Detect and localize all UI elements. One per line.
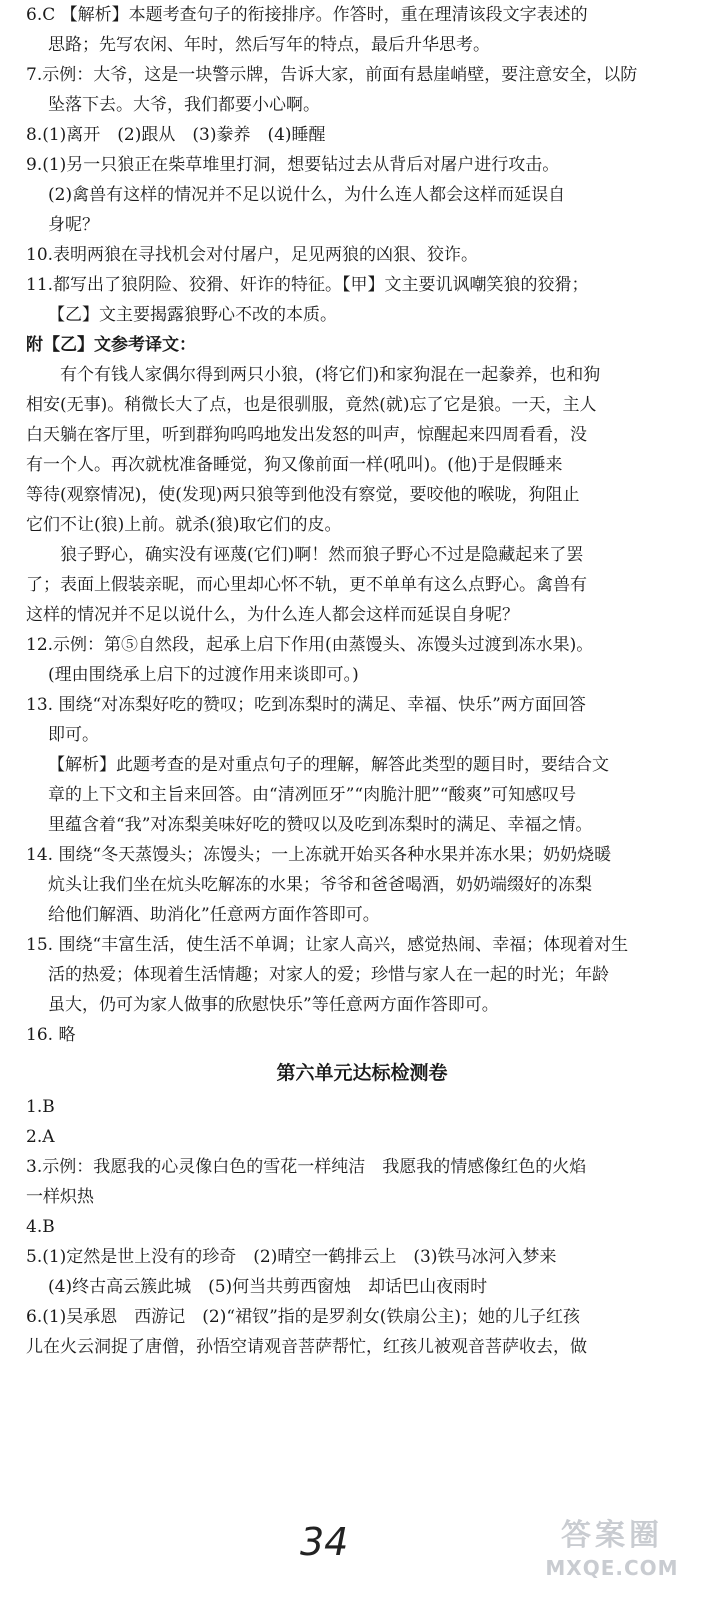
text-line: 儿在火云洞捉了唐僧，孙悟空请观音菩萨帮忙，红孩儿被观音菩萨收去，做	[26, 1337, 587, 1357]
text-line: 一样炽热	[26, 1187, 94, 1207]
text-line: 6.(1)吴承恩 西游记 (2)“裙钗”指的是罗刹女(铁扇公主)；她的儿子红孩	[26, 1307, 581, 1327]
text-line: 相安(无事)。稍微长大了点，也是很驯服，竟然(就)忘了它是狼。一天，主人	[26, 395, 597, 415]
text-line: 14. 围绕“冬天蒸馒头；冻馒头；一上冻就开始买各种水果并冻水果；奶奶烧暖	[26, 845, 612, 865]
text-line: 9.(1)另一只狼正在柴草堆里打洞，想要钻过去从背后对屠户进行攻击。	[26, 155, 560, 175]
text-line: 【解析】此题考查的是对重点句子的理解，解答此类型的题目时，要结合文	[48, 755, 609, 775]
text-line: 7.示例：大爷，这是一块警示牌，告诉大家，前面有悬崖峭壁，要注意安全，以防	[26, 65, 638, 85]
text-line: 思路；先写农闲、年时，然后写年的特点，最后升华思考。	[48, 35, 490, 55]
text-line: 2.A	[26, 1127, 55, 1147]
text-line: 身呢？	[48, 215, 99, 235]
text-line: 它们不让(狼)上前。就杀(狼)取它们的皮。	[26, 515, 342, 535]
text-line: 等待(观察情况)，使(发现)两只狼等到他没有察觉，要咬他的喉咙，狗阻止	[26, 485, 580, 505]
text-line: 【乙】文主要揭露狼野心不改的本质。	[48, 305, 337, 325]
text-line: 1.B	[26, 1097, 55, 1117]
text-line: 狼子野心，确实没有诬蔑(它们)啊！然而狼子野心不过是隐藏起来了罢	[60, 545, 584, 565]
text-line: 章的上下文和主旨来回答。由“清冽匝牙”“肉脆汁肥”“酸爽”可知感叹号	[48, 785, 577, 805]
text-line: (2)禽兽有这样的情况并不足以说什么，为什么连人都会这样而延误自	[48, 185, 566, 205]
text-line: 有个有钱人家偶尔得到两只小狼，(将它们)和家狗混在一起豢养，也和狗	[60, 365, 601, 385]
text-line: 虽大，仍可为家人做事的欣慰快乐”等任意两方面作答即可。	[48, 995, 499, 1015]
text-line: 炕头让我们坐在炕头吃解冻的水果；爷爷和爸爸喝酒，奶奶端缀好的冻梨	[48, 875, 592, 895]
watermark-logo	[529, 1516, 695, 1586]
text-line: 5.(1)定然是世上没有的珍奇 (2)晴空一鹤排云上 (3)铁马冰河入梦来	[26, 1247, 557, 1267]
text-line: 4.B	[26, 1217, 55, 1237]
text-line: 11.都写出了狼阴险、狡猾、奸诈的特征。【甲】文主要讥讽嘲笑狼的狡猾；	[26, 275, 589, 295]
text-line: 坠落下去。大爷，我们都要小心啊。	[48, 95, 320, 115]
text-line: 这样的情况并不足以说什么，为什么连人都会这样而延误自身呢？	[26, 605, 519, 625]
text-line: 里蕴含着“我”对冻梨美味好吃的赞叹以及吃到冻梨时的满足、幸福之情。	[48, 815, 593, 835]
text-line: 附【乙】文参考译文：	[26, 335, 196, 355]
text-line: 有一个人。再次就枕准备睡觉，狗又像前面一样(吼叫)。(他)于是假睡来	[26, 455, 563, 475]
text-line: (4)终古高云簇此城 (5)何当共剪西窗烛 却话巴山夜雨时	[48, 1277, 488, 1297]
text-line: (理由围绕承上启下的过渡作用来谈即可。)	[48, 665, 359, 685]
text-line: 12.示例：第⑤自然段，起承上启下作用(由蒸馒头、冻馒头过渡到冻水果)。	[26, 635, 594, 655]
text-line: 3.示例：我愿我的心灵像白色的雪花一样纯洁 我愿我的情感像红色的火焰	[26, 1157, 587, 1177]
section-heading: 第六单元达标检测卷	[276, 1062, 448, 1084]
handwritten-page-number: 34	[300, 1520, 349, 1564]
text-line: 6.C 【解析】本题考查句子的衔接排序。作答时，重在理清该段文字表述的	[26, 5, 588, 25]
text-line: 16. 略	[26, 1025, 76, 1045]
text-line: 15. 围绕“丰富生活，使生活不单调；让家人高兴，感觉热闹、幸福；体现着对生	[26, 935, 629, 955]
text-line: 白天躺在客厅里，听到群狗呜呜地发出发怒的叫声，惊醒起来四周看看，没	[26, 425, 587, 445]
text-line: 即可。	[48, 725, 99, 745]
text-line: 8.(1)离开 (2)跟从 (3)豢养 (4)睡醒	[26, 125, 326, 145]
text-line: 给他们解酒、助消化”任意两方面作答即可。	[48, 905, 380, 925]
watermark-logo-text: 答案圈	[561, 1518, 663, 1553]
document-page	[26, 0, 698, 1362]
text-line: 活的热爱；体现着生活情趣；对家人的爱；珍惜与家人在一起的时光；年龄	[48, 965, 609, 985]
text-line: 10.表明两狼在寻找机会对付屠户，足见两狼的凶狠、狡诈。	[26, 245, 479, 265]
text-line: 13. 围绕“对冻梨好吃的赞叹；吃到冻梨时的满足、幸福、快乐”两方面回答	[26, 695, 586, 715]
watermark-url: MXQE.COM	[545, 1556, 679, 1580]
text-line: 了；表面上假装亲昵，而心里却心怀不轨，更不单单有这么点野心。禽兽有	[26, 575, 587, 595]
